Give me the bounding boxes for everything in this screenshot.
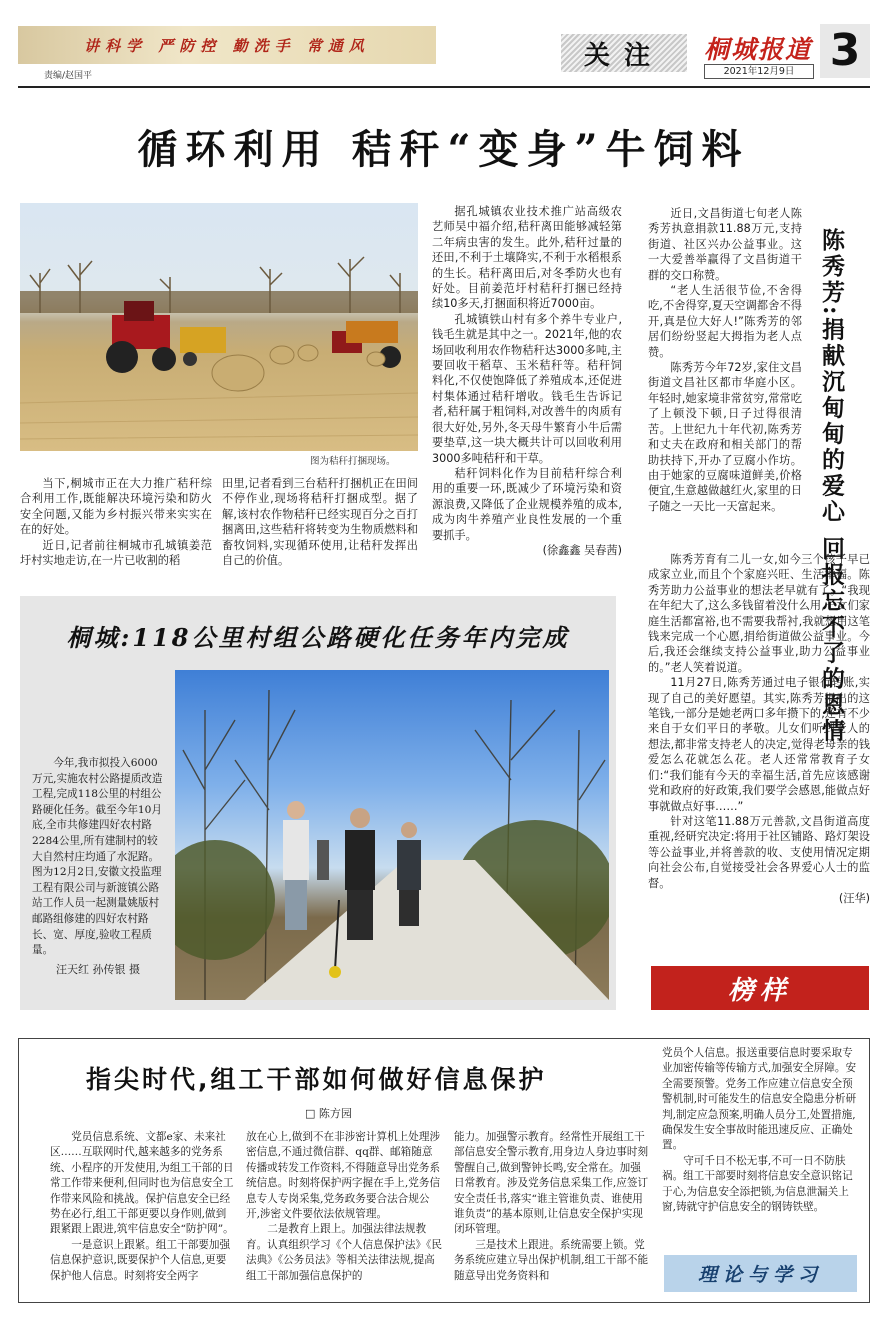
farm-scene-illustration [20, 203, 418, 451]
info-column-2 [246, 1130, 442, 1284]
story2-column-bottom [648, 552, 870, 906]
info-column-4 [662, 1046, 858, 1215]
inspectors [283, 801, 421, 940]
info-column-3 [454, 1130, 650, 1284]
info-col2-p2: 二是教育上跟上。加强法律法规教育。认真组织学习《个人信息保护法》《民法典》《公务员法》等相关法律法规,提高组工干部加强信息保护的 [246, 1223, 442, 1282]
story1-col2-p1: 田里,记者看到三台秸秆打捆机正在田间不停作业,现场将秸秆打捆成型。据了解,该村农作物秸秆已经实现百分之百打捆离田,这些秸秆将转变为生物质燃料和畜牧饲料,实现循环使用,让秸秆发挥出自己的价值。 [222, 477, 418, 568]
info-col4-p1: 党员个人信息。报送重要信息时要采取专业加密传输等传输方式,加强安全屏障。安全需要预警。党务工作应建立信息安全预警机制,时可能发生的信息安全隐患分析研判,制定应急预案,明确人员分工,处置措施,确保发生安全事故时能迅速反应、正确处置。 [662, 1047, 857, 1152]
info-protection-author: □ 陈方园 [305, 1107, 352, 1120]
straw-baling-photo [20, 203, 418, 451]
story2-p2: “老人生活很节俭,不舍得吃,不舍得穿,夏天空调都舍不得开,真是位大好人!”陈秀芳的邻居们纷纷竖起大拇指为老人点赞。 [648, 284, 802, 359]
story1-col3-p2: 孔城镇铁山村有多个养牛专业户,钱毛生就是其中之一。2021年,他的农场回收利用农作物秸秆达3000多吨,主要回收干稻草、玉米秸秆等。秸秆饲料化,不仅使饱降低了养殖成本,还促进村集体通过秸秆增收。钱毛生告诉记者,秸秆属于粗饲料,对改善牛的肉质有很大好处,另外,冬天母牛繁育小牛后需要垫草,这一块大概共计可以回收利用3000多吨秸秆和干草。 [432, 312, 622, 465]
roads-photo-credit: 汪天红 孙传银 摄 [56, 963, 140, 976]
story1-column-3 [432, 204, 622, 558]
story1-column-1 [20, 476, 212, 568]
photo1-caption: 图为秸秆打捆现场。 [310, 456, 396, 467]
story2-vertical-title: 陈秀芳:捐献沉甸甸的爱心 回报忘不了的恩情 [818, 228, 845, 745]
slogan-banner [18, 26, 436, 64]
story1-col3-p1: 据孔城镇农业技术推广站高级农艺师吴中福介绍,秸秆离田能够减轻第二年病虫害的发生。此外,秸秆过量的还田,不利于土壤降实,不利于水稻根系的生长。秸秆离田后,对冬季防火也有好处。目前姜范圩村秸秆打捆已经持续10多天,打捆面积将近7000亩。 [432, 205, 622, 311]
issue-date: 2021年12月9日 [704, 64, 814, 79]
roads-feature-title: 桐城:118公里村组公路硬化任务年内完成 [66, 623, 570, 652]
story2-p1: 近日,文昌街道七旬老人陈秀芳执意捐款11.88万元,支持街道、社区兴办公益事业。这一大爱善举赢得了文昌街道干群的交口称赞。 [648, 207, 802, 282]
info-col3-p1: 能力。加强警示教育。经常性开展组工干部信息安全警示教育,用身边人身边事时刻警醒自己,做到警钟长鸣,安全常在。加强日常教育。涉及党务信息采集工作,应签订安全责任书,落实“谁主管谁负责、谁使用谁负责”的基本原则,让信息安全保护实现闭环管理。 [454, 1131, 649, 1236]
slogan-text: 讲科学 严防控 勤洗手 常通风 [84, 36, 370, 55]
section-label: 关注 [561, 34, 687, 72]
story1-col1-p1: 当下,桐城市正在大力推广秸秆综合利用工作,既能解决环境污染和防火安全问题,又能为乡村振兴带来实实在在的好处。 [20, 477, 212, 537]
editor-credit: 责编/赵国平 [44, 71, 93, 81]
tractor-right [332, 321, 401, 368]
road-inspection-photo [175, 670, 609, 1000]
masthead-divider [18, 86, 870, 88]
story1-col3-p3: 秸秆饲料化作为目前秸秆综合利用的重要一环,既减少了环境污染和资源浪费,又降低了企业规模养殖的成本,成为肉牛养殖产业良性发展的一个重要抓手。 [432, 466, 622, 542]
headline-main: 循环利用 秸秆“变身”牛饲料 [137, 126, 750, 173]
roads-feature-paragraph: 今年,我市拟投入6000万元,实施农村公路提质改造工程,完成118公里的村组公路硬化任务。截至今年10月底,全市共修建四好农村路2284公里,所有建制村的较大自然村庄均通了水泥路。图为12月2日,安徽文投监理工程有限公司与新渡镇公路站工作人员一起测量姚版村邮路组修建的四好农村路长、宽、厚度,验收工程质量。 [32, 757, 163, 957]
role-model-badge: 榜样 [651, 966, 869, 1010]
story1-column-2 [222, 476, 418, 568]
info-col1-p1: 党员信息系统、文都e家、未来社区……互联网时代,越来越多的党务系统、小程序的开发使用,为组工干部的日常工作带来便利,但同时也为信息安全工作带来风险和挑战。保护信息安全已经势在必行,组工干部更要以身作则,做到跟紧跟上跟进,筑牢信息安全“防护网”。 [50, 1131, 234, 1236]
story2-p3: 陈秀芳今年72岁,家住文昌街道文昌社区都市华庭小区。年轻时,她家境非常贫穷,常常吃了上顿没下顿,日子过得很清苦。上世纪九十年代初,陈秀芳和丈夫在政府和相关部门的帮助扶持下,开办了豆腐小作坊。由于她家的豆腐味道鲜美,价格便宜,生意越做越红火,家里的日子随之一天比一天富起来。 [648, 361, 802, 513]
story2-p4: 陈秀芳育有二儿一女,如今三个孩子早已成家立业,而且个个家庭兴旺、生活幸福。陈秀芳助力公益事业的想法老早就有了。“我现在年纪大了,这么多钱留着没什么用,子女们家庭生活都富裕,也不需要我帮衬,我就想用这笔钱来完成一个心愿,捐给街道做公益事业。今后,我还会继续支持公益事业,助力公益事业的。”老人笑着说道。 [648, 553, 870, 674]
paper-logo: 桐城报道 [704, 35, 813, 64]
info-col4-p2: 守可千日不松无事,不可一日不防肤祸。组工干部要时刻将信息安全意识铭记于心,为信息安全添把锁,为信息泄漏关上窗,铸就守护信息安全的钢铸铁壁。 [662, 1154, 853, 1214]
info-col2-p1: 放在心上,做到不在非涉密计算机上处理涉密信息,不通过微信群、qq群、邮箱随意传播或转发工作资料,不得随意导出党务系统信息。时刻将保护两字握在手上,党务信息专人专岗采集,党务政务要合法合规公开,涉密文件要依法依规管理。 [246, 1131, 441, 1221]
roads-feature-text [32, 756, 168, 959]
story2-p5: 11月27日,陈秀芳通过电子银行转账,实现了自己的美好愿望。其实,陈秀芳捐出的这笔钱,一部分是她老两口多年攒下的,还有不少来自于女们平日的孝敬。儿女们听到老人的想法,都非常支持老人的决定,觉得老母亲的钱爱怎么花就怎么花。老人还常常教育子女们:“我们能有今天的幸福生活,首先应该感谢党和政府的好政策,我们要学会感恩,能做点好事就做点好事……” [648, 676, 870, 813]
info-col3-p2: 三是技术上跟进。系统需要上锁。党务系统应建立导出保护机制,组工干部不能随意导出党务资料和 [454, 1238, 649, 1282]
theory-study-badge: 理论与学习 [664, 1255, 857, 1292]
road-scene-illustration [175, 670, 609, 1000]
story2-signature: (汪华) [838, 891, 870, 905]
info-column-1 [50, 1130, 236, 1284]
story1-col1-p2: 近日,记者前往桐城市孔城镇姜范圩村实地走访,在一片已收割的稻 [20, 538, 212, 568]
story2-p6: 针对这笔11.88万元善款,文昌街道高度重视,经研究决定:将用于社区铺路、路灯架设等公益事业,并将善款的收、支使用情况定期向社会公布,自觉接受社会各界爱心人士的监督。 [648, 814, 870, 890]
info-protection-headline: 指尖时代,组工干部如何做好信息保护 [86, 1065, 547, 1094]
page-number: 3 [820, 24, 870, 78]
story1-signature: (徐鑫鑫 吴春茜) [542, 543, 622, 557]
story2-column-top [648, 206, 802, 514]
info-col1-p2: 一是意识上跟紧。组工干部要加强信息保护意识,既要保护个人信息,更要保护他人信息。时刻将安全两字 [50, 1238, 231, 1282]
